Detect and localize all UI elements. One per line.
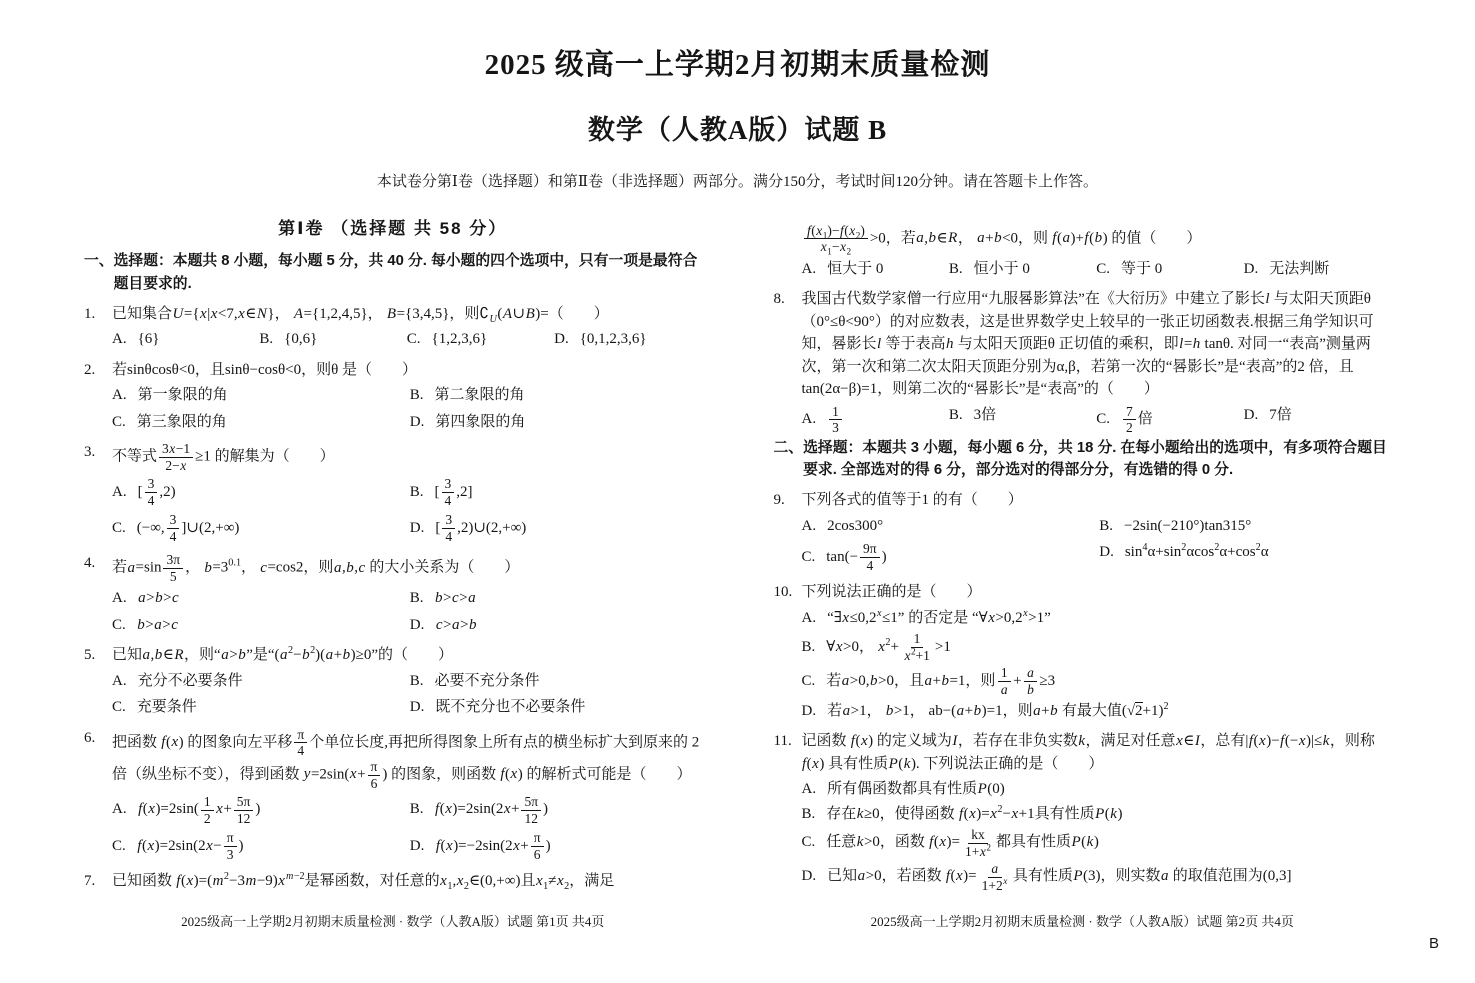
option-text: 已知a>0，若函数 f(x)= $\frac{a}{1+2^x}$ 具有性质P(3)，则实数a 的取值范围为(0,3] <box>827 861 1292 893</box>
option-text: [ $\frac{3}{4}$ ,2) <box>137 476 176 508</box>
option-item <box>802 860 1392 894</box>
option-label: A. <box>801 410 817 427</box>
option-item <box>410 586 702 611</box>
left-column <box>84 216 702 932</box>
fraction: $\frac{1}{a}$ <box>997 665 1011 697</box>
question-block <box>774 288 1392 437</box>
options-group <box>802 403 1392 437</box>
option-item <box>112 586 404 611</box>
option-label: A. <box>112 483 127 500</box>
option-text: 第二象限的角 <box>434 387 525 404</box>
option-item <box>802 699 1392 724</box>
option-label: C. <box>112 519 126 536</box>
options-group <box>112 586 702 637</box>
question-number: 10. <box>773 584 793 601</box>
fraction: $\frac{\pi}{6}$ <box>368 759 381 791</box>
question-body <box>112 552 702 637</box>
option-text: f(x)=2sin(2x− $\frac{\pi}{3}$ ) <box>137 830 244 862</box>
option-item <box>112 793 404 827</box>
option-item <box>112 383 404 408</box>
corner-mark: B <box>1428 934 1439 952</box>
option-item <box>410 829 702 863</box>
option-label: D. <box>409 837 425 854</box>
fraction: $\frac{7}{2}$ <box>1123 404 1136 436</box>
question-number: 8. <box>773 291 785 308</box>
question-stem: 记函数 f(x) 的定义域为I，若存在非负实数k，满足对任意x∈I，总有|f(x)−f(−x)|≤k，则称 f(x) 具有性质P(k). 下列说法正确的是（ ） <box>801 733 1375 772</box>
option-item <box>1096 403 1243 437</box>
option-text: {0,1,2,3,6} <box>579 331 647 348</box>
option-text: 充要条件 <box>136 699 197 716</box>
option-item <box>802 514 1094 539</box>
option-text: {0,6} <box>284 331 318 348</box>
question-number: 11. <box>773 733 792 749</box>
page-subtitle: 数学（人教A版）试题 B <box>587 114 888 145</box>
option-text: 3倍 <box>973 406 997 423</box>
option-item <box>1244 257 1391 282</box>
question-block <box>84 727 702 863</box>
option-item <box>410 793 702 827</box>
option-label: C. <box>801 672 816 689</box>
fraction: $\frac{\pi}{6}$ <box>531 830 544 862</box>
option-label: C. <box>1096 410 1111 427</box>
question-stem: $\frac{f(x_1)-f(x_2)}{x_1-x_2}$ >0，若a,b∈R， a+b<0，则 f(a)+f(b) 的值（ ） <box>802 223 1392 255</box>
option-label: A. <box>801 260 817 277</box>
option-label: D. <box>801 868 817 885</box>
option-label: C. <box>112 413 126 430</box>
option-label: B. <box>409 672 424 689</box>
option-item <box>949 257 1096 282</box>
question-block <box>84 303 702 352</box>
question-stem: 下列各式的值等于1 的有（ ） <box>801 492 1023 509</box>
fraction: $\frac{3}{4}$ <box>167 512 180 544</box>
question-stem: 若sinθcosθ<0，且sinθ−cosθ<0，则θ 是（ ） <box>112 361 418 378</box>
option-text: 必要不充分条件 <box>434 672 540 689</box>
option-label: A. <box>801 517 817 534</box>
option-label: B. <box>409 483 424 500</box>
option-label: B. <box>801 638 816 655</box>
option-label: B. <box>801 805 816 822</box>
option-label: A. <box>112 331 127 348</box>
option-text: 无法判断 <box>1269 260 1330 277</box>
option-text: [ $\frac{3}{4}$ ,2)∪(2,+∞) <box>435 512 527 544</box>
question-body <box>802 489 1392 574</box>
option-text: 第三象限的角 <box>136 413 227 430</box>
option-label: C. <box>112 837 126 854</box>
option-text: “$\exists x\le 0,2^x\le 1$” 的否定是 “$\forall x>0,2^x>1$” <box>827 607 1051 626</box>
option-item <box>410 669 702 694</box>
option-label: C. <box>112 699 126 716</box>
option-text: −2sin(−210°)tan315° <box>1124 517 1252 534</box>
intro-marker: 二、 <box>773 439 804 456</box>
question-body <box>112 303 702 352</box>
question-stem: 我国古代数学家僧一行应用“九服晷影算法”在《大衍历》中建立了影长l 与太阳天顶距θ（0°≤θ<90°）的对应数表，这是世界数学史上较早的一张正切函数表.根据三角学知识可知，晷影长l 等于表高h 与太阳天顶距θ 正切值的乘积，即l=h tanθ. 对同一“表高”测量两次，第一次和第二次太阳天顶距分别为α,β，若第一次的“晷影长”是“表高”的2 倍，且tan(2α−β)=1，则第二次的“晷影长”是“表高”的（ ） <box>801 291 1374 398</box>
option-label: C. <box>801 548 816 565</box>
fraction: $\frac{1}{2}$ <box>201 794 214 826</box>
option-label: A. <box>801 609 817 626</box>
options-group <box>802 257 1392 282</box>
option-text: $\frac{7}{2}$ 倍 <box>1121 411 1153 427</box>
option-label: A. <box>112 672 127 689</box>
option-item <box>802 630 1392 664</box>
exam-notice: 本试卷分第Ⅰ卷（选择题）和第Ⅱ卷（非选择题）两部分。满分150分，考试时间120分钟。请在答题卡上作答。 <box>376 174 1099 190</box>
question-stem: 下列说法正确的是（ ） <box>801 584 982 601</box>
question-block <box>774 730 1392 894</box>
option-text: a>b>c <box>138 590 179 607</box>
option-text: 既不充分也不必要条件 <box>435 699 586 716</box>
option-text: 任意k>0，函数 f(x)= $\frac{kx}{1+x^2}$ 都具有性质P(k) <box>826 827 1099 859</box>
option-text: $\sin^4\alpha+\sin^2\alpha\cos^2\alpha+\cos^2\alpha$ <box>1124 542 1269 561</box>
option-text: tan(− $\frac{9\pi}{4}$ ) <box>826 541 887 573</box>
question-body <box>112 870 702 893</box>
options-group <box>112 383 702 434</box>
fraction: $\frac{a}{b}$ <box>1024 665 1038 697</box>
question-number: 7. <box>84 873 96 890</box>
page-header <box>0 0 1475 194</box>
option-text: b>c>a <box>435 590 476 607</box>
section-intro <box>84 250 702 296</box>
option-label: D. <box>1243 260 1259 277</box>
option-text: b>a>c <box>137 616 178 633</box>
option-text: {1,2,3,6} <box>431 331 488 348</box>
option-item <box>112 511 404 545</box>
question-block <box>774 489 1392 574</box>
option-text: 所有偶函数都具有性质P(0) <box>827 781 1005 797</box>
fraction: $\frac{5\pi}{12}$ <box>521 794 541 826</box>
option-text <box>827 403 844 436</box>
question-number: 6. <box>84 729 96 746</box>
fraction: $\frac{1}{3}$ <box>829 404 842 436</box>
option-item <box>410 475 702 509</box>
option-text: 等于 0 <box>1121 260 1163 277</box>
option-label: D. <box>554 331 569 348</box>
fraction: $\frac{kx}{1+x^2}$ <box>964 827 991 859</box>
option-item <box>802 403 949 437</box>
fraction: $\frac{3}{4}$ <box>442 476 455 508</box>
option-item <box>410 511 702 545</box>
option-label: D. <box>409 519 425 536</box>
option-label: B. <box>409 590 424 607</box>
option-text: 恒大于 0 <box>827 260 884 277</box>
options-group <box>802 777 1392 894</box>
fraction: $\frac{1}{x^2+1}$ <box>904 631 930 663</box>
question-body <box>112 441 702 545</box>
exam-columns <box>0 216 1475 932</box>
option-text: 第四象限的角 <box>435 413 526 430</box>
right-column-content <box>774 216 1392 908</box>
options-group <box>112 669 702 720</box>
option-item <box>949 403 1096 437</box>
fraction: $\frac{f(x_1)-f(x_2)}{x_1-x_2}$ <box>804 223 868 255</box>
option-text: 若a>0,b>0，且a+b=1，则 $\frac{1}{a}$ + $\frac{a}{b}$ ≥3 <box>826 665 1056 697</box>
question-body <box>802 223 1392 282</box>
question-number: 1. <box>84 305 96 322</box>
option-item <box>410 695 702 720</box>
question-stem: 已知函数 $f(x)=(m^2-3m-9)x^{m-2}$是幂函数，对任意的$x_1,x_2\in(0,+\infty)$且$x_1\ne x_2$，满足 <box>112 871 615 893</box>
right-page-footer: 2025级高一上学期2月初期末质量检测 · 数学（人教A版）试题 第2页 共4页 <box>870 914 1294 929</box>
intro-text: 选择题：本题共 3 小题，每小题 6 分，共 18 分. 在每小题给出的选项中，有多项符合题目要求. 全部选对的得 6 分，部分选对的得部分分，有选错的得 0 分. <box>803 439 1387 479</box>
question-stem: 若a=sin $\frac{3\pi}{5}$ ， $b=3^{0.1}$， c=cos2，则a,b,c 的大小关系为（ ） <box>112 552 520 584</box>
option-item <box>802 777 1392 802</box>
fraction: $\frac{3}{4}$ <box>442 512 455 544</box>
option-item <box>410 410 702 435</box>
question-body <box>112 727 702 863</box>
intro-marker: 一、 <box>84 253 114 269</box>
option-label: C. <box>112 616 126 633</box>
question-number: 4. <box>84 555 96 572</box>
option-label: B. <box>948 406 963 423</box>
option-label: A. <box>112 387 127 404</box>
question-number: 5. <box>84 647 96 664</box>
option-label: B. <box>948 260 963 277</box>
fraction: $\frac{\pi}{3}$ <box>224 830 237 862</box>
question-block <box>774 581 1392 723</box>
fraction: $\frac{5\pi}{12}$ <box>234 794 254 826</box>
option-label: D. <box>1243 406 1259 423</box>
option-text: 7倍 <box>1269 406 1292 423</box>
options-group <box>112 793 702 863</box>
option-text: 若a>1， b>1， ab−(a+b)=1，则a+b 有最大值$(√2+1)^2$ <box>827 700 1169 719</box>
option-label: B. <box>409 387 424 404</box>
left-column-content <box>84 216 702 908</box>
option-item <box>407 327 554 352</box>
option-label: C. <box>801 834 816 851</box>
option-label: C. <box>406 331 421 348</box>
option-item <box>1099 540 1391 574</box>
option-text: {6} <box>137 331 160 348</box>
sqrt-radical: √2 <box>1126 702 1143 719</box>
fraction: $\frac{9\pi}{4}$ <box>860 541 880 573</box>
question-number: 9. <box>773 492 785 509</box>
right-column <box>774 216 1392 932</box>
options-group <box>802 514 1392 575</box>
options-group <box>802 606 1392 723</box>
option-label: C. <box>1096 260 1111 277</box>
option-item <box>1096 257 1243 282</box>
section-title: 第Ⅰ卷 （选择题 共 58 分） <box>278 218 508 238</box>
page-title: 2025 级高一上学期2月初期末质量检测 <box>484 49 991 81</box>
question-block <box>84 644 702 720</box>
question-number <box>774 223 802 282</box>
option-text: f(x)=2sin( $\frac{1}{2}$ x+ $\frac{5\pi}{12}$ ) <box>138 794 261 826</box>
option-item <box>112 613 404 638</box>
option-text: [ $\frac{3}{4}$ ,2] <box>434 476 473 508</box>
question-block <box>84 359 702 435</box>
option-item <box>112 475 404 509</box>
option-item <box>1244 403 1391 437</box>
option-label: B. <box>1099 517 1114 534</box>
option-text: c>a>b <box>435 616 477 633</box>
options-group <box>112 475 702 545</box>
option-item <box>112 410 404 435</box>
option-text: 存在k≥0，使得函数 $f(x)=x^2-x+1$具有性质P(k) <box>826 803 1123 822</box>
option-label: D. <box>409 413 425 430</box>
option-text: (−∞, $\frac{3}{4}$ ]∪(2,+∞) <box>136 512 240 544</box>
question-stem: 已知集合U={x|x<7,x∈N}， A={1,2,4,5}， B={3,4,5}，则$∁_U(A\cup B)=$（ ） <box>112 305 609 325</box>
option-text: 恒小于 0 <box>973 260 1030 277</box>
question-block <box>84 441 702 545</box>
option-text: ∀x>0， $x^2+$ $\frac{1}{x^2+1}$ >1 <box>826 631 951 663</box>
option-text: 充分不必要条件 <box>137 672 243 689</box>
option-text: 2cos300° <box>827 517 884 534</box>
fraction: $\frac{3x-1}{2-x}$ <box>159 441 193 473</box>
question-block <box>774 223 1392 282</box>
question-stem: 把函数 f(x) 的图象向左平移 $\frac{\pi}{4}$ 个单位长度,再把所得图象上所有点的横坐标扩大到原来的 2 倍（纵坐标不变），得到函数 y=2sin(x+ $\frac{\pi}{6}$ ) 的图象，则函数 f(x) 的解析式可能是（ ） <box>112 726 700 791</box>
option-item <box>1099 514 1391 539</box>
option-item <box>802 826 1392 860</box>
question-block <box>84 552 702 637</box>
option-label: A. <box>112 801 127 818</box>
option-item <box>112 695 404 720</box>
left-page-footer: 2025级高一上学期2月初期末质量检测 · 数学（人教A版）试题 第1页 共4页 <box>181 914 605 929</box>
option-label: D. <box>409 616 425 633</box>
question-body <box>802 288 1392 437</box>
options-group <box>112 327 702 352</box>
option-label: A. <box>112 590 127 607</box>
fraction: $\frac{3\pi}{5}$ <box>163 552 183 584</box>
option-item <box>802 257 949 282</box>
option-item <box>410 613 702 638</box>
question-number: 2. <box>84 361 96 378</box>
option-item <box>259 327 406 352</box>
question-number: 3. <box>84 444 96 461</box>
option-item <box>112 829 404 863</box>
fraction: $\frac{\pi}{4}$ <box>294 727 307 759</box>
option-text: f(x)=2sin(2x+ $\frac{5\pi}{12}$ ) <box>435 794 549 826</box>
question-body <box>112 359 702 435</box>
option-item <box>410 383 702 408</box>
option-label: D. <box>801 702 817 719</box>
question-stem: 已知a,b∈R，则“a>b”是“$(a^2-b^2)(a+b)\ge 0$”的（ ） <box>112 645 454 664</box>
option-item <box>802 606 1392 631</box>
fraction: $\frac{3}{4}$ <box>145 476 158 508</box>
option-item <box>112 327 259 352</box>
section-intro <box>774 437 1392 483</box>
option-item <box>802 802 1392 827</box>
option-item <box>802 540 1094 574</box>
question-body <box>802 581 1392 723</box>
option-item <box>554 327 701 352</box>
option-text: 第一象限的角 <box>137 387 228 404</box>
option-item <box>802 664 1392 698</box>
question-body <box>112 644 702 720</box>
option-label: B. <box>409 801 424 818</box>
intro-text: 选择题：本题共 8 小题，每小题 5 分，共 40 分. 每小题的四个选项中，只有一项是最符合题目要求的. <box>113 253 698 292</box>
fraction: $\frac{a}{1+2^x}$ <box>981 861 1008 893</box>
option-label: D. <box>1099 544 1114 561</box>
option-label: A. <box>801 781 817 797</box>
option-label: B. <box>259 331 274 348</box>
question-block <box>84 870 702 893</box>
question-stem: 不等式 $\frac{3x-1}{2-x}$ ≥1 的解集为（ ） <box>112 441 335 473</box>
option-item <box>112 669 404 694</box>
question-body <box>802 730 1392 894</box>
option-text: f(x)=−2sin(2x+ $\frac{\pi}{6}$ ) <box>435 830 551 862</box>
option-label: D. <box>409 699 425 716</box>
